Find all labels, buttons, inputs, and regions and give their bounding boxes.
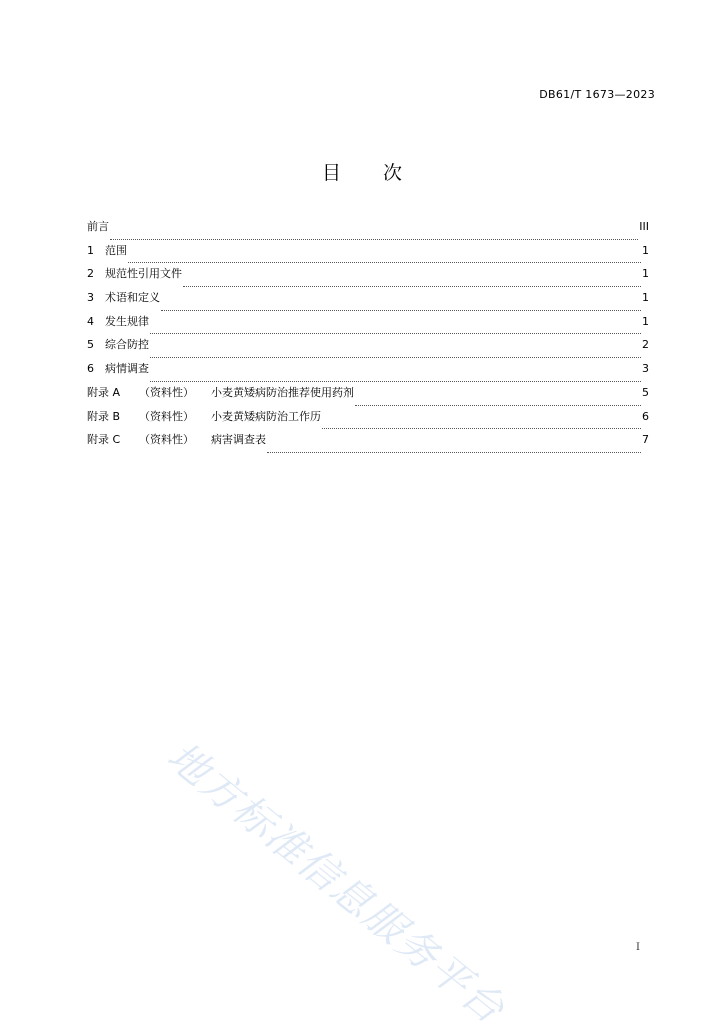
toc-entry-number: 5 (87, 338, 94, 352)
toc-entry-label: 综合防控 (105, 338, 149, 352)
toc-annex-type: （资料性） (139, 433, 194, 447)
toc-entry-page: III (639, 220, 649, 233)
toc-entry-annex-a[interactable] (87, 386, 649, 410)
dot-leader (267, 451, 641, 453)
dot-leader (150, 380, 641, 382)
toc-entry-label: 规范性引用文件 (105, 267, 182, 281)
toc-entry-terms-definitions[interactable] (87, 291, 649, 315)
toc-annex-label: 附录 B (87, 409, 121, 423)
toc-entry-number: 6 (87, 362, 94, 376)
dot-leader (150, 332, 641, 334)
toc-entry-page: 1 (642, 243, 649, 257)
toc-entry-label: 术语和定义 (105, 291, 160, 305)
toc-entry-page: 2 (642, 338, 649, 352)
toc-entry-page: 1 (642, 267, 649, 281)
toc-entry-label: 病情调查 (105, 362, 149, 376)
toc-entry-number: 3 (87, 291, 94, 305)
toc-entry-number: 2 (87, 267, 94, 281)
toc-entry-label: 范围 (105, 243, 127, 257)
toc-entry-label: 小麦黄矮病防治工作历 (211, 409, 321, 423)
toc-title-char-1: 目 (321, 162, 341, 184)
dot-leader (150, 356, 641, 358)
toc-entry-annex-c[interactable] (87, 433, 649, 457)
toc-entry-number: 4 (87, 314, 94, 328)
dot-leader (110, 238, 638, 240)
toc-entry-disease-survey[interactable] (87, 362, 649, 386)
toc-entry-annex-b[interactable] (87, 410, 649, 434)
toc-entry-page: 1 (642, 291, 649, 305)
toc-entry-page: 1 (642, 314, 649, 328)
toc-entry-label: 前言 (87, 220, 109, 233)
toc-entry-label: 发生规律 (105, 314, 149, 328)
dot-leader (161, 309, 641, 311)
toc-entry-integrated-control[interactable] (87, 338, 649, 362)
watermark: 地方标准信息服务平台 (158, 733, 514, 1034)
dot-leader (128, 261, 641, 263)
toc-title (0, 158, 724, 185)
toc-annex-label: 附录 A (87, 385, 121, 399)
toc-annex-type: （资料性） (139, 385, 194, 399)
page-number: I (636, 942, 640, 953)
toc-title-char-2: 次 (383, 162, 403, 184)
toc-entry-page: 3 (642, 362, 649, 376)
toc-entry-page: 7 (642, 433, 649, 447)
toc-annex-type: （资料性） (139, 409, 194, 423)
dot-leader (322, 427, 641, 429)
toc-entry-number: 1 (87, 243, 94, 257)
toc-annex-label: 附录 C (87, 433, 121, 447)
document-code: DB61/T 1673—2023 (539, 88, 655, 101)
dot-leader (183, 285, 641, 287)
toc-entry-label: 小麦黄矮病防治推荐使用药剂 (211, 385, 354, 399)
toc-entry-foreword[interactable] (87, 220, 649, 244)
toc-entry-label: 病害调查表 (211, 433, 266, 447)
toc-entry-normative-references[interactable] (87, 267, 649, 291)
toc-list (87, 220, 649, 457)
toc-entry-page: 6 (642, 409, 649, 423)
dot-leader (355, 404, 641, 406)
toc-entry-occurrence-pattern[interactable] (87, 315, 649, 339)
toc-entry-page: 5 (642, 385, 649, 399)
toc-entry-scope[interactable] (87, 244, 649, 268)
